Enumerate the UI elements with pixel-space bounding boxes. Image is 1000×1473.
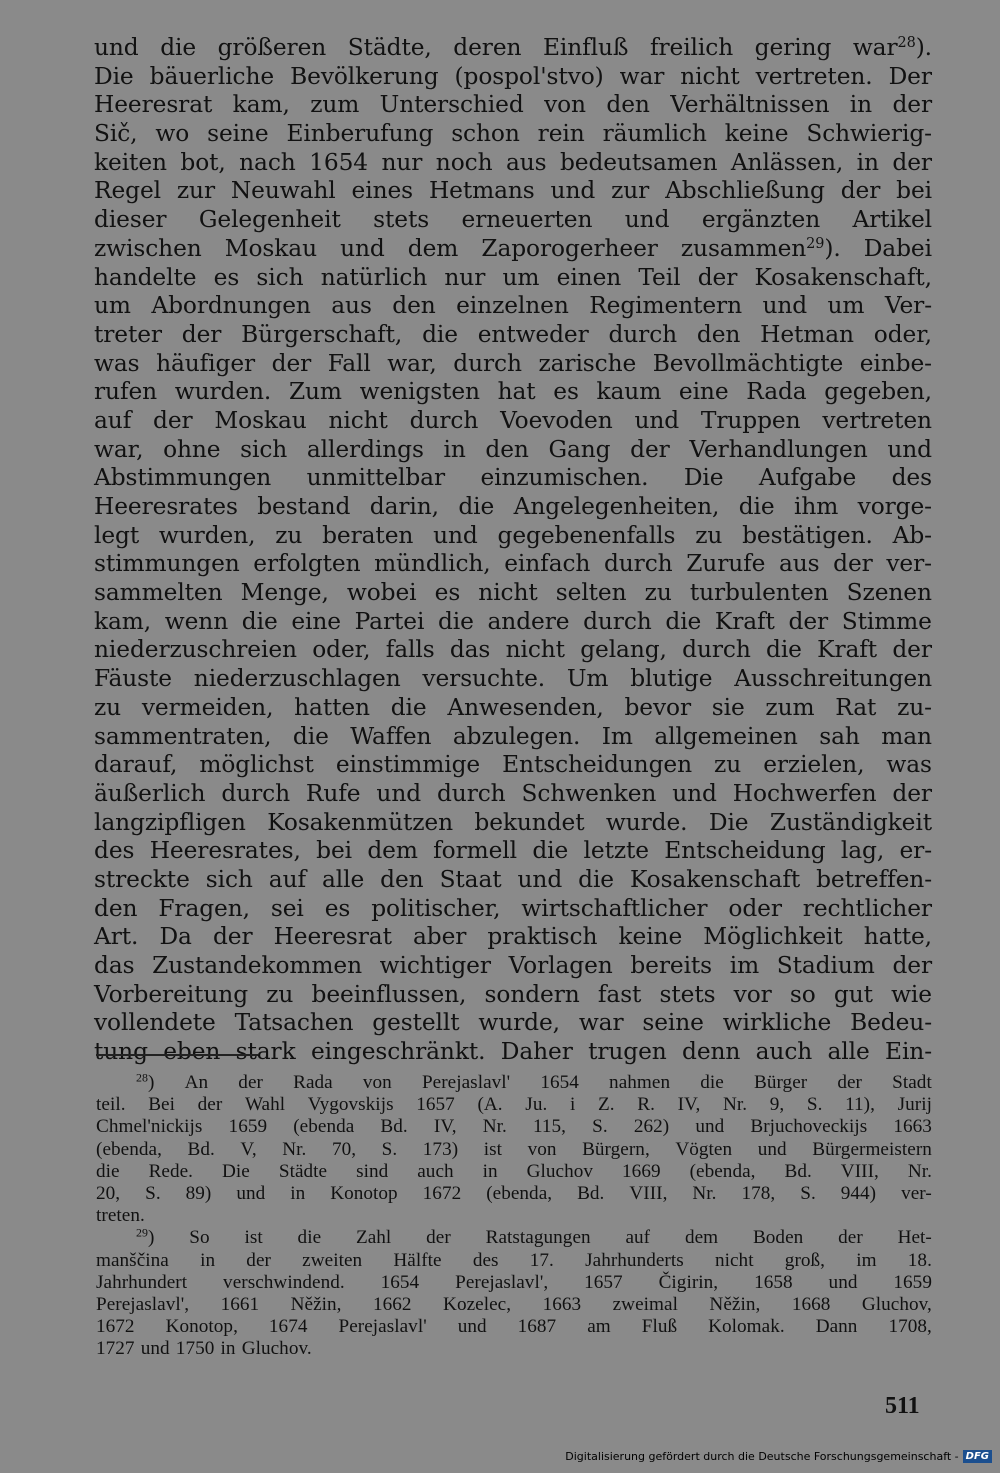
- text-line: Art. Da der Heeresrat aber praktisch keine Möglichkeit hatte,: [94, 923, 932, 951]
- text-line: die Rede. Die Städte sind auch in Gluchov 1669 (ebenda, Bd. VIII, Nr.: [96, 1160, 932, 1182]
- text-line: äußerlich durch Rufe und durch Schwenken und Hochwerfen der: [94, 779, 932, 807]
- footnote-mark: $^{29}$): [136, 1225, 155, 1249]
- text-line: Heeresrat kam, zum Unterschied von den Verhältnissen in der: [94, 91, 932, 119]
- text-line: um Abordnungen aus den einzelnen Regimentern und um Ver-: [94, 292, 932, 320]
- text-line: zu vermeiden, hatten die Anwesenden, bevor sie zum Rat zu-: [94, 693, 932, 721]
- text-line: Sič, wo seine Einberufung schon rein räumlich keine Schwierig-: [94, 120, 932, 148]
- text-line: 1672 Konotop, 1674 Perejaslavl' und 1687 am Fluß Kolomak. Dann 1708,: [96, 1316, 932, 1338]
- text-line: kam, wenn die eine Partei die andere durch die Kraft der Stimme: [94, 607, 932, 635]
- footnote-rule: [96, 1054, 258, 1056]
- body-text: [94, 34, 932, 1067]
- text-line: keiten bot, nach 1654 nur noch aus bedeutsamen Anlässen, in der: [94, 148, 932, 176]
- text-line: 1727 und 1750 in Gluchov.: [96, 1338, 312, 1360]
- text-line: das Zustandekommen wichtiger Vorlagen bereits im Stadium der: [94, 952, 932, 979]
- text-line: Chmel'nickijs 1659 (ebenda Bd. IV, Nr. 115, S. 262) und Brjuchoveckijs 1663: [96, 1116, 932, 1138]
- text-line: sammelten Menge, wobei es nicht selten zu turbulenten Szenen: [94, 579, 932, 607]
- footnote-mark: $^{28}$): [136, 1070, 155, 1093]
- text-line: war, ohne sich allerdings in den Gang der Verhandlungen und: [94, 435, 932, 463]
- text-line: 20, S. 89) und in Konotop 1672 (ebenda, Bd. VIII, Nr. 178, S. 944) ver-: [96, 1182, 932, 1204]
- text-line: stimmungen erfolgten mündlich, einfach durch Zurufe aus der ver-: [94, 550, 932, 578]
- text-line: langzipfligen Kosakenmützen bekundet wurde. Die Zuständigkeit: [94, 808, 932, 836]
- text-line: Vorbereitung zu beeinflussen, sondern fast stets vor so gut wie: [94, 980, 932, 1008]
- text-line: Regel zur Neuwahl eines Hetmans und zur Abschließung der bei: [94, 177, 932, 205]
- text-line: teil. Bei der Wahl Vygovskijs 1657 (A. Ju. i Z. R. IV, Nr. 9, S. 11), Jurij: [96, 1094, 932, 1116]
- text-line: streckte sich auf alle den Staat und die Kosakenschaft betreffen-: [94, 865, 932, 893]
- credit-text: Digitalisierung gefördert durch die Deutsche Forschungsgemeinschaft -: [565, 1450, 959, 1463]
- text-line: tung eben stark eingeschränkt. Daher trugen denn auch alle Ein-: [94, 1038, 932, 1066]
- text-line: Jahrhundert verschwindend. 1654 Perejaslavl', 1657 Čigirin, 1658 und 1659: [96, 1271, 932, 1293]
- text-line: auf der Moskau nicht durch Voevoden und Truppen vertreten: [94, 406, 932, 434]
- text-line: (ebenda, Bd. V, Nr. 70, S. 173) ist von Bürgern, Vögten und Bürgermeistern: [96, 1138, 932, 1160]
- digitization-credit: [565, 1450, 992, 1463]
- text-line: darauf, möglichst einstimmige Entscheidungen zu erzielen, was: [94, 751, 932, 779]
- page-number: 511: [885, 1393, 920, 1419]
- text-line: Abstimmungen unmittelbar einzumischen. Die Aufgabe des: [94, 464, 932, 492]
- text-line: niederzuschreien oder, falls das nicht gelang, durch die Kraft der: [94, 636, 932, 664]
- footnotes: [96, 1072, 932, 1360]
- text-line: Fäuste niederzuschlagen versuchte. Um blutige Ausschreitungen: [94, 665, 932, 693]
- text-line: was häufiger der Fall war, durch zarische Bevollmächtigte einbe-: [94, 349, 932, 377]
- text-line: vollendete Tatsachen gestellt wurde, war seine wirkliche Bedeu-: [94, 1009, 932, 1037]
- text-line: dieser Gelegenheit stets erneuerten und ergänzten Artikel: [94, 206, 932, 234]
- text-line: sammentraten, die Waffen abzulegen. Im allgemeinen sah man: [94, 722, 932, 750]
- text-line: treter der Bürgerschaft, die entweder durch den Hetman oder,: [94, 320, 932, 348]
- text-line: und die größeren Städte, deren Einfluß freilich gering war$^{28}$).: [94, 34, 932, 61]
- text-line: zwischen Moskau und dem Zaporogerheer zusammen$^{29}$). Dabei: [94, 234, 932, 262]
- text-line: den Fragen, sei es politischer, wirtschaftlicher oder rechtlicher: [94, 894, 932, 922]
- text-line: des Heeresrates, bei dem formell die letzte Entscheidung lag, er-: [94, 837, 932, 865]
- text-line: legt wurden, zu beraten und gegebenenfalls zu bestätigen. Ab-: [94, 521, 932, 549]
- text-line: $^{28}$) An der Rada von Perejaslavl' 1654 nahmen die Bürger der Stadt: [136, 1070, 932, 1093]
- text-line: treten.: [96, 1205, 145, 1227]
- text-line: rufen wurden. Zum wenigsten hat es kaum eine Rada gegeben,: [94, 378, 932, 406]
- text-line: Die bäuerliche Bevölkerung (pospol'stvo) war nicht vertreten. Der: [94, 62, 932, 90]
- text-line: Heeresrates bestand darin, die Angelegenheiten, die ihm vorge-: [94, 493, 932, 520]
- text-line: Perejaslavl', 1661 Něžin, 1662 Kozelec, 1663 zweimal Něžin, 1668 Gluchov,: [96, 1293, 932, 1315]
- text-line: manščina in der zweiten Hälfte des 17. Jahrhunderts nicht groß, im 18.: [96, 1249, 932, 1271]
- text-line: $^{29}$) So ist die Zahl der Ratstagungen auf dem Boden der Het-: [136, 1225, 932, 1249]
- dfg-logo: DFG: [963, 1450, 992, 1463]
- text-line: handelte es sich natürlich nur um einen Teil der Kosakenschaft,: [94, 263, 932, 291]
